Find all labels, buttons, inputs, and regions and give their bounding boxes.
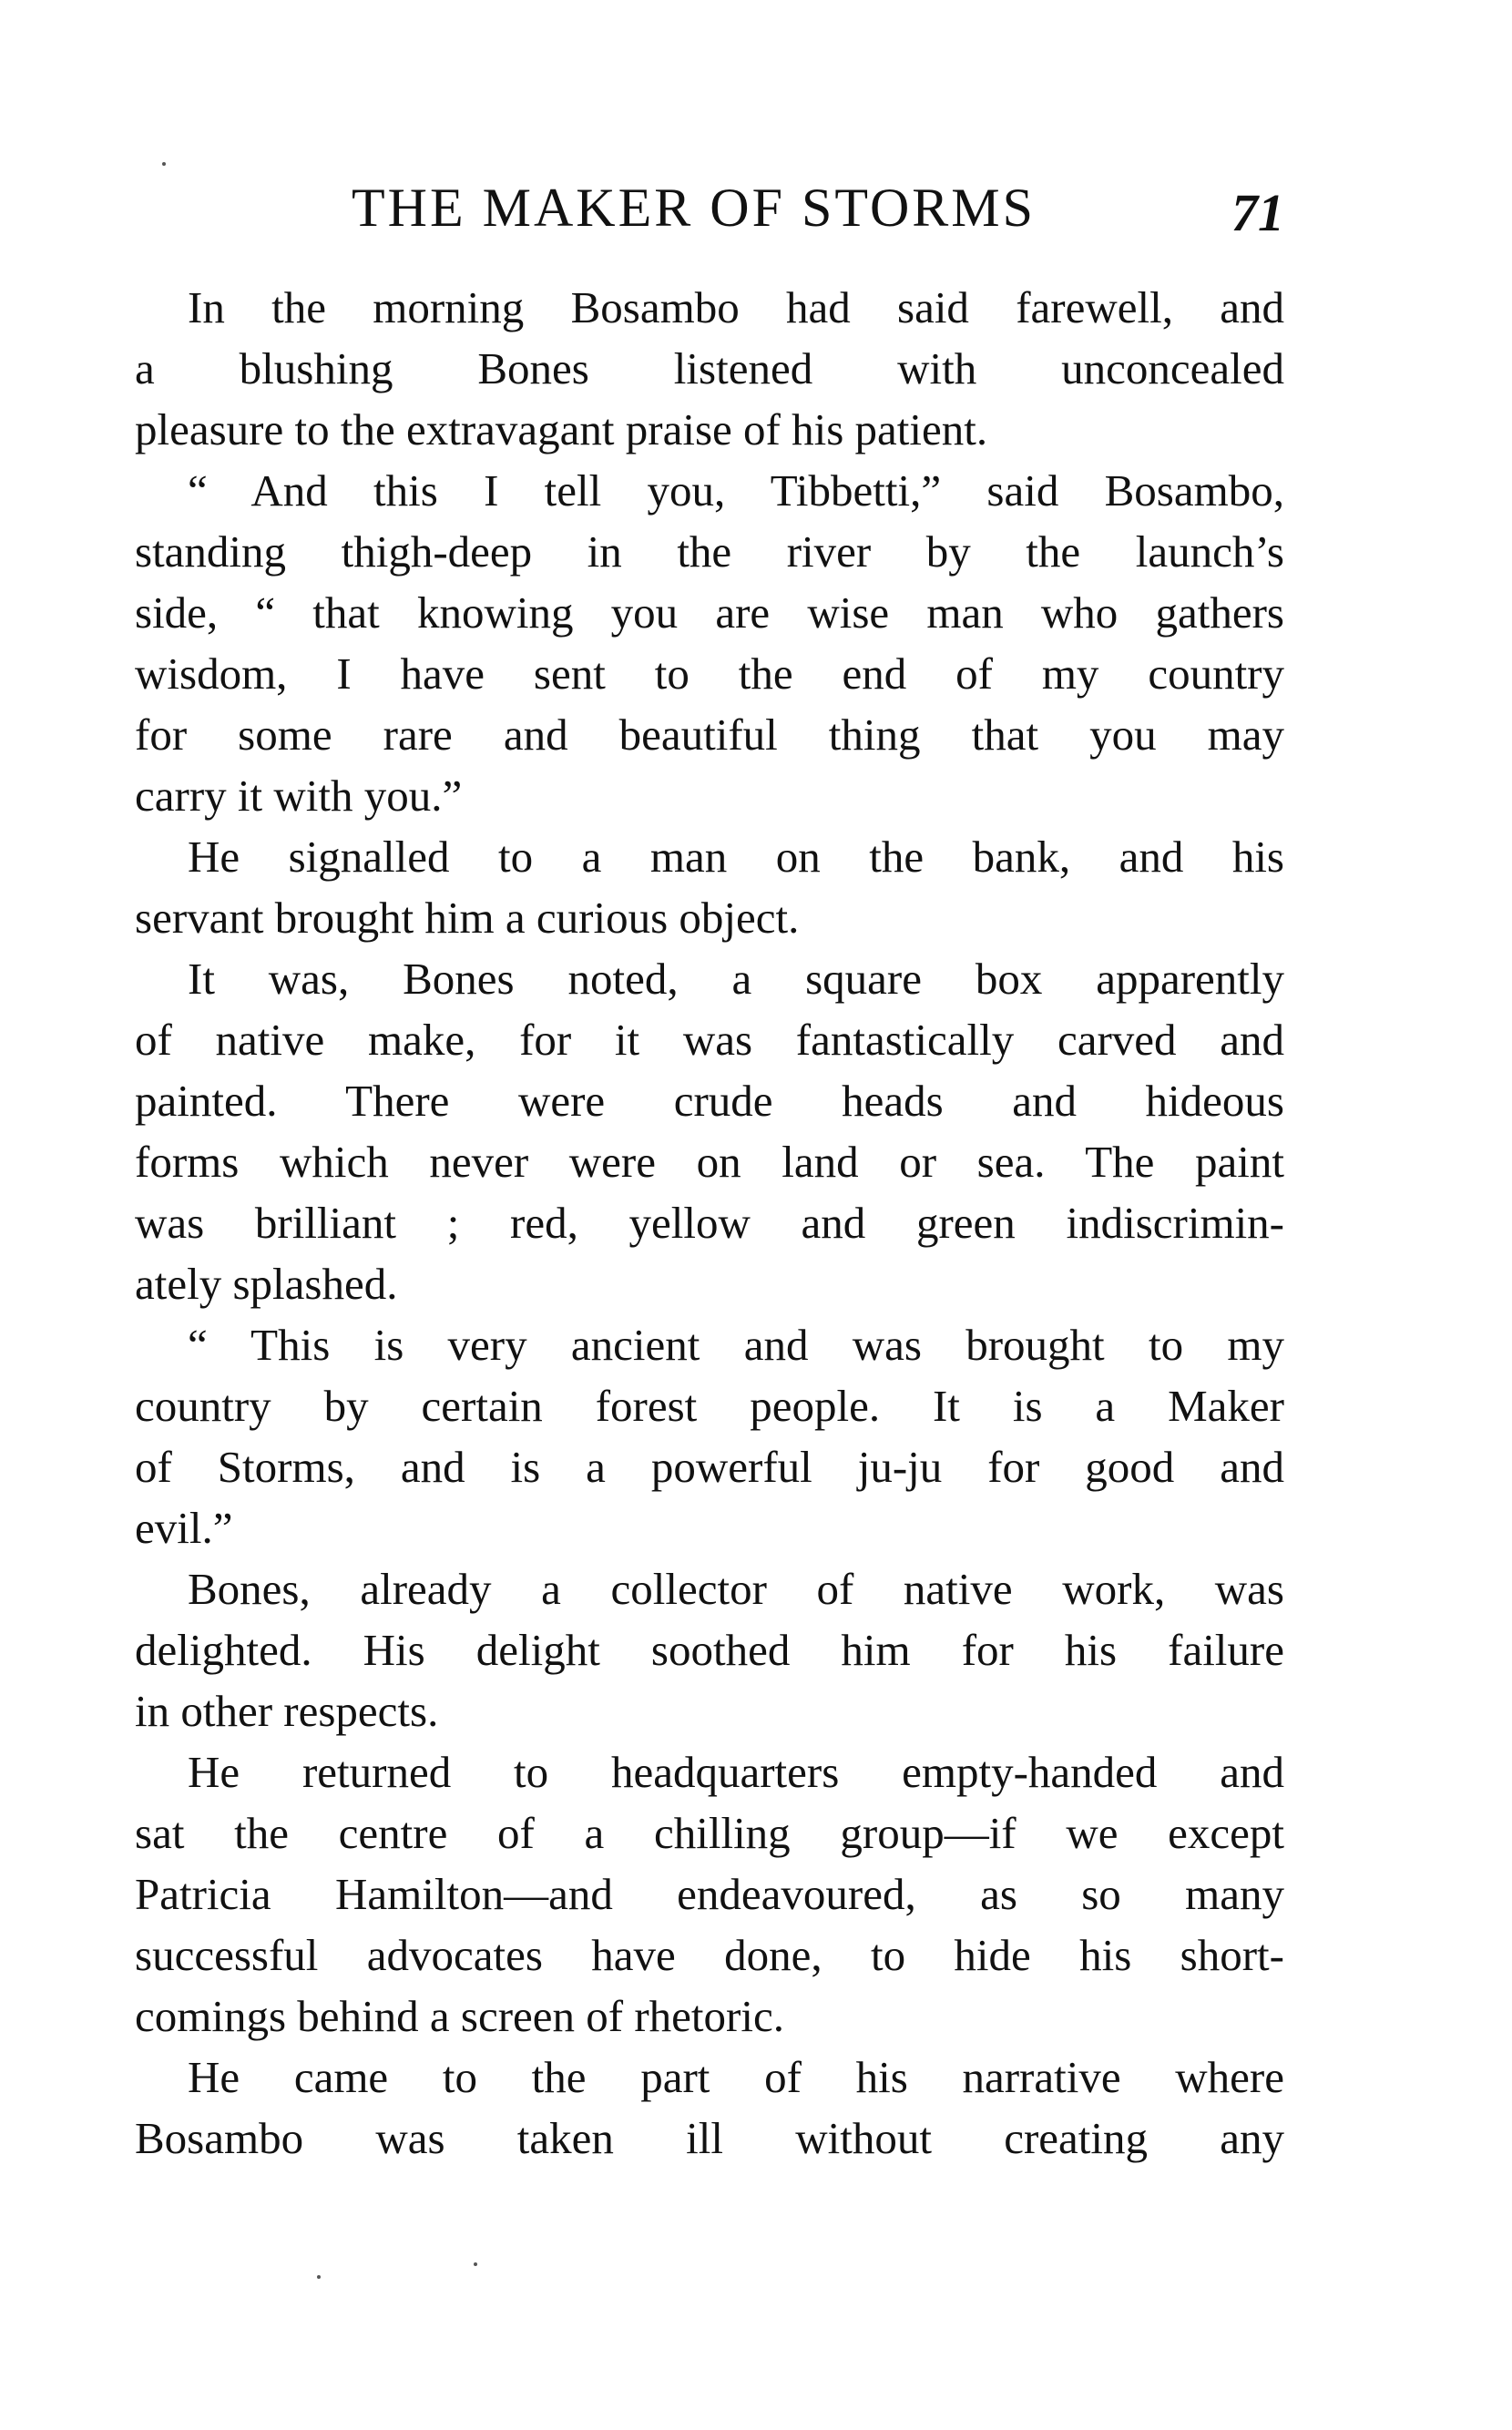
text-line: ately splashed.: [135, 1259, 398, 1309]
paragraph: [135, 1558, 1284, 1741]
paragraph: [135, 826, 1284, 948]
paragraph: [135, 2047, 1284, 2169]
text-line: successful advocates have done, to hide his short-: [135, 1930, 1284, 1980]
text-line: He came to the part of his narrative where: [188, 2052, 1284, 2102]
text-line: of native make, for it was fantastically carved and: [135, 1015, 1284, 1065]
paragraph: [135, 1741, 1284, 2047]
text-line: standing thigh-deep in the river by the launch’s: [135, 526, 1284, 577]
text-line: of Storms, and is a powerful ju-ju for good and: [135, 1442, 1284, 1492]
text-line: Bosambo was taken ill without creating any: [135, 2113, 1284, 2163]
text-line: Bones, already a collector of native work, was: [188, 1564, 1284, 1614]
text-line: He signalled to a man on the bank, and his: [188, 832, 1284, 882]
paragraph: [135, 948, 1284, 1314]
paragraph: [135, 460, 1284, 826]
text-line: for some rare and beautiful thing that you may: [135, 710, 1284, 760]
page-number: 71: [1231, 183, 1284, 242]
running-title: THE MAKER OF STORMS: [352, 178, 1037, 238]
scan-speck: [162, 162, 166, 166]
text-line: servant brought him a curious object.: [135, 893, 800, 943]
text-line: forms which never were on land or sea. The paint: [135, 1137, 1284, 1187]
paragraph: [135, 277, 1284, 460]
text-line: comings behind a screen of rhetoric.: [135, 1991, 784, 2041]
text-line: Patricia Hamilton—and endeavoured, as so many: [135, 1869, 1284, 1919]
text-line: It was, Bones noted, a square box apparently: [188, 954, 1284, 1004]
text-line: painted. There were crude heads and hideous: [135, 1076, 1284, 1126]
text-line: was brilliant ; red, yellow and green indiscrimin-: [135, 1198, 1284, 1248]
scan-speck: [474, 2262, 477, 2266]
page-header: [137, 171, 1284, 244]
text-line: evil.”: [135, 1503, 233, 1553]
text-line: “ This is very ancient and was brought to my: [188, 1320, 1284, 1370]
text-line: in other respects.: [135, 1686, 439, 1736]
text-line: pleasure to the extravagant praise of his patient.: [135, 404, 988, 454]
text-line: a blushing Bones listened with unconcealed: [135, 343, 1284, 393]
text-line: “ And this I tell you, Tibbetti,” said Bosambo,: [188, 465, 1284, 516]
text-line: wisdom, I have sent to the end of my country: [135, 648, 1284, 699]
text-line: In the morning Bosambo had said farewell, and: [188, 282, 1284, 332]
text-line: country by certain forest people. It is a Maker: [135, 1381, 1284, 1431]
text-line: He returned to headquarters empty-handed and: [188, 1747, 1284, 1797]
text-line: side, “ that knowing you are wise man who gathers: [135, 587, 1284, 638]
paragraph: [135, 1314, 1284, 1558]
text-line: carry it with you.”: [135, 771, 463, 821]
body-text: [135, 277, 1284, 2169]
scan-speck: [317, 2275, 321, 2279]
text-line: delighted. His delight soothed him for his failure: [135, 1625, 1284, 1675]
text-line: sat the centre of a chilling group—if we except: [135, 1808, 1284, 1858]
